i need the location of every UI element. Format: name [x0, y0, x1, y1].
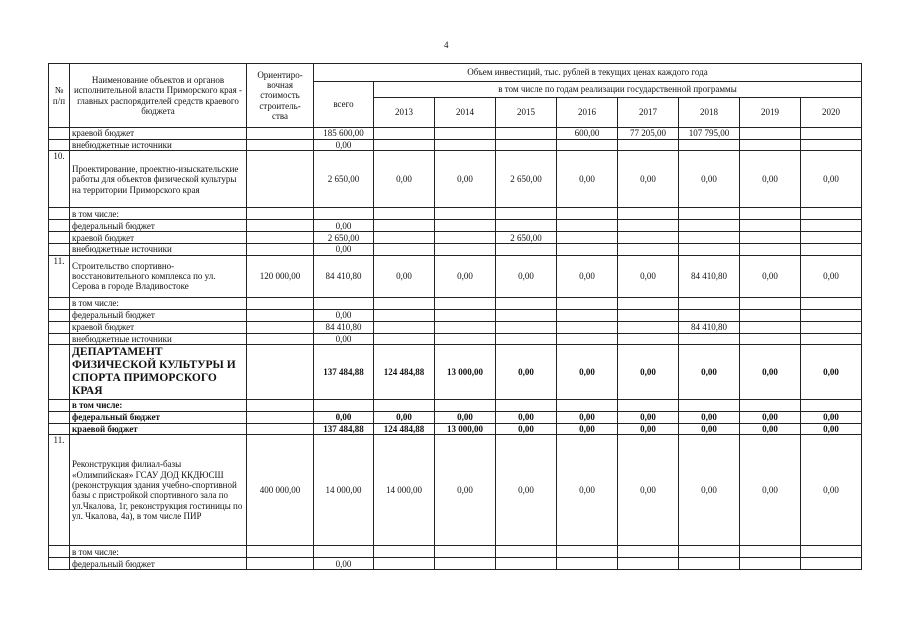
table-row — [49, 321, 862, 333]
row-cost — [247, 208, 314, 220]
row-name: краевой бюджет — [70, 128, 247, 140]
row-number — [49, 244, 70, 255]
row-year-value: 13 000,00 — [435, 424, 496, 435]
row-total: 2 650,00 — [314, 232, 374, 244]
row-year-value — [496, 400, 557, 412]
row-year-value: 0,00 — [496, 412, 557, 424]
row-year-value: 0,00 — [557, 151, 618, 208]
row-year-value — [374, 400, 435, 412]
table-row — [49, 255, 862, 297]
row-year-value — [435, 400, 496, 412]
row-year-value: 0,00 — [801, 345, 862, 400]
header-name: Наименование объектов и органов исполнительной власти Приморского края - главных распорядителей средств краевого бюджета — [70, 64, 247, 128]
row-year-value: 0,00 — [679, 435, 740, 546]
row-year-value — [496, 220, 557, 232]
row-year-value: 0,00 — [435, 151, 496, 208]
row-year-value — [496, 321, 557, 333]
row-total: 84 410,80 — [314, 255, 374, 297]
row-year-value — [740, 333, 801, 344]
table-row — [49, 208, 862, 220]
row-year-value: 0,00 — [557, 345, 618, 400]
row-number — [49, 412, 70, 424]
table-row — [49, 435, 862, 546]
row-year-value — [618, 297, 679, 309]
header-year: 2018 — [679, 98, 740, 128]
table-row — [49, 412, 862, 424]
row-year-value: 13 000,00 — [435, 345, 496, 400]
row-year-value — [679, 232, 740, 244]
row-total — [314, 297, 374, 309]
header-cost: Ориентиро- вочная стоимость строитель- ства — [247, 64, 314, 128]
row-year-value — [435, 333, 496, 344]
header-by-years: в том числе по годам реализации государственной программы — [374, 82, 862, 98]
table-row — [49, 151, 862, 208]
header-year: 2020 — [801, 98, 862, 128]
row-name: внебюджетные источники — [70, 140, 247, 151]
row-name: в том числе: — [70, 208, 247, 220]
row-year-value: 0,00 — [618, 151, 679, 208]
investment-table — [48, 63, 862, 570]
row-year-value — [435, 220, 496, 232]
row-year-value — [679, 558, 740, 570]
row-year-value — [496, 309, 557, 321]
row-year-value — [496, 546, 557, 558]
row-year-value — [740, 546, 801, 558]
page-number: 4 — [444, 40, 449, 50]
row-year-value — [740, 558, 801, 570]
row-name: в том числе: — [70, 400, 247, 412]
row-total: 0,00 — [314, 412, 374, 424]
table-row — [49, 309, 862, 321]
row-year-value — [740, 128, 801, 140]
header-year: 2014 — [435, 98, 496, 128]
row-year-value: 0,00 — [618, 412, 679, 424]
row-year-value: 0,00 — [435, 255, 496, 297]
row-year-value — [801, 244, 862, 255]
row-year-value — [801, 321, 862, 333]
row-cost — [247, 151, 314, 208]
row-year-value — [801, 220, 862, 232]
row-year-value — [435, 546, 496, 558]
row-year-value: 0,00 — [435, 412, 496, 424]
row-name: краевой бюджет — [70, 232, 247, 244]
row-number — [49, 345, 70, 400]
row-number — [49, 424, 70, 435]
row-name: в том числе: — [70, 297, 247, 309]
row-year-value: 0,00 — [740, 345, 801, 400]
row-year-value — [496, 208, 557, 220]
row-year-value: 107 795,00 — [679, 128, 740, 140]
header-year: 2013 — [374, 98, 435, 128]
row-number — [49, 558, 70, 570]
row-year-value — [557, 297, 618, 309]
row-year-value — [740, 309, 801, 321]
row-year-value — [435, 309, 496, 321]
row-year-value — [740, 208, 801, 220]
row-year-value — [618, 232, 679, 244]
row-year-value — [374, 208, 435, 220]
row-year-value — [740, 244, 801, 255]
row-cost — [247, 140, 314, 151]
row-name: внебюджетные источники — [70, 244, 247, 255]
row-year-value — [557, 140, 618, 151]
row-number — [49, 208, 70, 220]
row-year-value: 0,00 — [374, 151, 435, 208]
table-row — [49, 232, 862, 244]
row-cost — [247, 546, 314, 558]
row-year-value: 0,00 — [374, 255, 435, 297]
row-year-value — [374, 321, 435, 333]
table-row — [49, 546, 862, 558]
row-year-value — [435, 128, 496, 140]
row-year-value — [374, 128, 435, 140]
table-row — [49, 140, 862, 151]
row-number — [49, 546, 70, 558]
row-number — [49, 220, 70, 232]
row-year-value: 0,00 — [740, 424, 801, 435]
row-cost — [247, 333, 314, 344]
row-year-value — [618, 208, 679, 220]
row-year-value — [435, 140, 496, 151]
row-year-value — [557, 400, 618, 412]
row-year-value — [557, 232, 618, 244]
row-year-value — [557, 309, 618, 321]
row-year-value: 0,00 — [496, 345, 557, 400]
row-year-value — [496, 297, 557, 309]
row-cost — [247, 244, 314, 255]
row-number — [49, 309, 70, 321]
row-year-value — [618, 220, 679, 232]
row-year-value: 0,00 — [740, 255, 801, 297]
row-year-value — [618, 400, 679, 412]
row-year-value — [679, 400, 740, 412]
row-year-value — [435, 232, 496, 244]
row-cost — [247, 400, 314, 412]
row-year-value — [374, 244, 435, 255]
row-year-value — [740, 321, 801, 333]
row-year-value — [496, 244, 557, 255]
row-year-value — [740, 232, 801, 244]
row-year-value: 0,00 — [679, 412, 740, 424]
row-year-value — [679, 333, 740, 344]
row-year-value — [740, 400, 801, 412]
row-name: краевой бюджет — [70, 424, 247, 435]
row-year-value — [496, 128, 557, 140]
row-number: 11. — [49, 435, 70, 546]
row-cost — [247, 128, 314, 140]
row-year-value — [557, 333, 618, 344]
row-year-value — [618, 321, 679, 333]
row-name: федеральный бюджет — [70, 220, 247, 232]
row-total — [314, 208, 374, 220]
header-year: 2016 — [557, 98, 618, 128]
header-num: № п/п — [49, 64, 70, 128]
row-year-value: 600,00 — [557, 128, 618, 140]
row-name: федеральный бюджет — [70, 558, 247, 570]
row-name: в том числе: — [70, 546, 247, 558]
row-year-value — [679, 546, 740, 558]
row-year-value — [618, 558, 679, 570]
row-year-value: 0,00 — [801, 435, 862, 546]
row-year-value: 0,00 — [801, 412, 862, 424]
row-number — [49, 321, 70, 333]
row-cost — [247, 558, 314, 570]
row-year-value — [801, 140, 862, 151]
row-cost — [247, 424, 314, 435]
row-year-value — [435, 297, 496, 309]
row-name: федеральный бюджет — [70, 412, 247, 424]
row-total: 0,00 — [314, 309, 374, 321]
row-number — [49, 400, 70, 412]
row-name: внебюджетные источники — [70, 333, 247, 344]
row-total: 0,00 — [314, 244, 374, 255]
table-row — [49, 244, 862, 255]
row-year-value — [801, 309, 862, 321]
row-year-value — [740, 297, 801, 309]
row-year-value: 0,00 — [740, 435, 801, 546]
table-row — [49, 297, 862, 309]
row-name: краевой бюджет — [70, 321, 247, 333]
row-total: 0,00 — [314, 140, 374, 151]
header-year: 2019 — [740, 98, 801, 128]
row-year-value: 0,00 — [618, 345, 679, 400]
row-total: 2 650,00 — [314, 151, 374, 208]
table-row — [49, 333, 862, 344]
header-investment: Объем инвестиций, тыс. рублей в текущих ценах каждого года — [314, 64, 862, 82]
row-year-value — [496, 140, 557, 151]
row-year-value — [374, 546, 435, 558]
row-year-value — [496, 333, 557, 344]
row-year-value: 0,00 — [557, 435, 618, 546]
row-year-value: 0,00 — [557, 255, 618, 297]
row-year-value — [801, 128, 862, 140]
row-year-value: 0,00 — [496, 255, 557, 297]
row-year-value — [374, 220, 435, 232]
row-number — [49, 297, 70, 309]
row-year-value: 0,00 — [679, 345, 740, 400]
row-year-value — [374, 309, 435, 321]
row-name: ДЕПАРТАМЕНТ ФИЗИЧЕСКОЙ КУЛЬТУРЫ И СПОРТА ПРИМОРСКОГО КРАЯ — [70, 345, 247, 400]
row-total: 0,00 — [314, 220, 374, 232]
row-year-value — [801, 208, 862, 220]
row-number: 11. — [49, 255, 70, 297]
row-year-value — [679, 140, 740, 151]
row-year-value — [435, 244, 496, 255]
row-year-value: 77 205,00 — [618, 128, 679, 140]
row-name: федеральный бюджет — [70, 309, 247, 321]
row-number: 10. — [49, 151, 70, 208]
row-year-value: 0,00 — [618, 255, 679, 297]
row-year-value — [374, 140, 435, 151]
row-year-value — [557, 558, 618, 570]
row-year-value — [557, 244, 618, 255]
row-year-value — [435, 558, 496, 570]
row-year-value: 0,00 — [374, 412, 435, 424]
row-name: Строительство спортивно-восстановительного комплекса по ул. Серова в городе Владивостоке — [70, 255, 247, 297]
row-year-value — [801, 546, 862, 558]
row-year-value — [801, 297, 862, 309]
header-year: 2015 — [496, 98, 557, 128]
table-row — [49, 220, 862, 232]
row-year-value — [557, 220, 618, 232]
row-number — [49, 333, 70, 344]
row-cost — [247, 220, 314, 232]
row-year-value: 84 410,80 — [679, 321, 740, 333]
row-name: Реконструкция филиал-базы «Олимпийская» ГСАУ ДОД ККДЮСШ (реконструкция здания учебно-спортивной базы с пристройкой спортивного зала по ул.Чкалова, 1г, реконструкция гостиницы по ул. Чкалова, 4а), в том числе ПИР — [70, 435, 247, 546]
row-cost — [247, 232, 314, 244]
row-year-value — [374, 297, 435, 309]
row-year-value: 0,00 — [618, 424, 679, 435]
row-year-value — [740, 220, 801, 232]
row-year-value: 124 484,88 — [374, 424, 435, 435]
table-row — [49, 400, 862, 412]
row-year-value — [679, 220, 740, 232]
row-year-value: 0,00 — [679, 424, 740, 435]
row-year-value: 0,00 — [801, 424, 862, 435]
row-number — [49, 140, 70, 151]
row-total: 14 000,00 — [314, 435, 374, 546]
row-year-value — [618, 546, 679, 558]
row-cost — [247, 321, 314, 333]
row-year-value — [496, 558, 557, 570]
row-year-value — [618, 244, 679, 255]
row-year-value: 2 650,00 — [496, 151, 557, 208]
row-year-value — [801, 558, 862, 570]
row-year-value: 0,00 — [496, 435, 557, 546]
row-year-value — [374, 558, 435, 570]
row-total: 137 484,88 — [314, 424, 374, 435]
row-year-value — [435, 321, 496, 333]
row-year-value: 2 650,00 — [496, 232, 557, 244]
row-year-value: 0,00 — [679, 151, 740, 208]
row-total: 0,00 — [314, 558, 374, 570]
row-year-value — [557, 208, 618, 220]
row-year-value — [374, 333, 435, 344]
row-total: 0,00 — [314, 333, 374, 344]
row-total: 84 410,80 — [314, 321, 374, 333]
row-year-value — [557, 546, 618, 558]
table-row — [49, 424, 862, 435]
row-year-value — [557, 321, 618, 333]
row-year-value: 0,00 — [435, 435, 496, 546]
row-year-value — [801, 400, 862, 412]
row-year-value: 0,00 — [801, 151, 862, 208]
row-year-value: 0,00 — [618, 435, 679, 546]
row-year-value — [679, 208, 740, 220]
row-cost: 120 000,00 — [247, 255, 314, 297]
row-total: 185 600,00 — [314, 128, 374, 140]
row-year-value — [618, 309, 679, 321]
row-year-value: 0,00 — [557, 424, 618, 435]
row-year-value: 14 000,00 — [374, 435, 435, 546]
row-total — [314, 400, 374, 412]
row-year-value — [618, 333, 679, 344]
row-year-value — [740, 140, 801, 151]
row-year-value — [801, 232, 862, 244]
row-year-value: 0,00 — [496, 424, 557, 435]
row-year-value — [679, 309, 740, 321]
row-year-value: 84 410,80 — [679, 255, 740, 297]
row-year-value — [618, 140, 679, 151]
row-cost — [247, 297, 314, 309]
row-cost — [247, 345, 314, 400]
row-year-value: 0,00 — [740, 151, 801, 208]
header-total: всего — [314, 82, 374, 128]
row-total: 137 484,88 — [314, 345, 374, 400]
row-year-value: 0,00 — [557, 412, 618, 424]
table-row — [49, 558, 862, 570]
row-year-value: 0,00 — [740, 412, 801, 424]
row-total — [314, 546, 374, 558]
row-number — [49, 232, 70, 244]
row-cost: 400 000,00 — [247, 435, 314, 546]
row-name: Проектирование, проектно-изыскательские работы для объектов физической культуры на территории Приморского края — [70, 151, 247, 208]
row-year-value — [679, 297, 740, 309]
row-year-value — [435, 208, 496, 220]
table-row — [49, 128, 862, 140]
row-year-value: 124 484,88 — [374, 345, 435, 400]
row-cost — [247, 309, 314, 321]
row-number — [49, 128, 70, 140]
row-year-value — [679, 244, 740, 255]
table-row — [49, 345, 862, 400]
row-year-value: 0,00 — [801, 255, 862, 297]
row-year-value — [801, 333, 862, 344]
header-year: 2017 — [618, 98, 679, 128]
row-cost — [247, 412, 314, 424]
row-year-value — [374, 232, 435, 244]
